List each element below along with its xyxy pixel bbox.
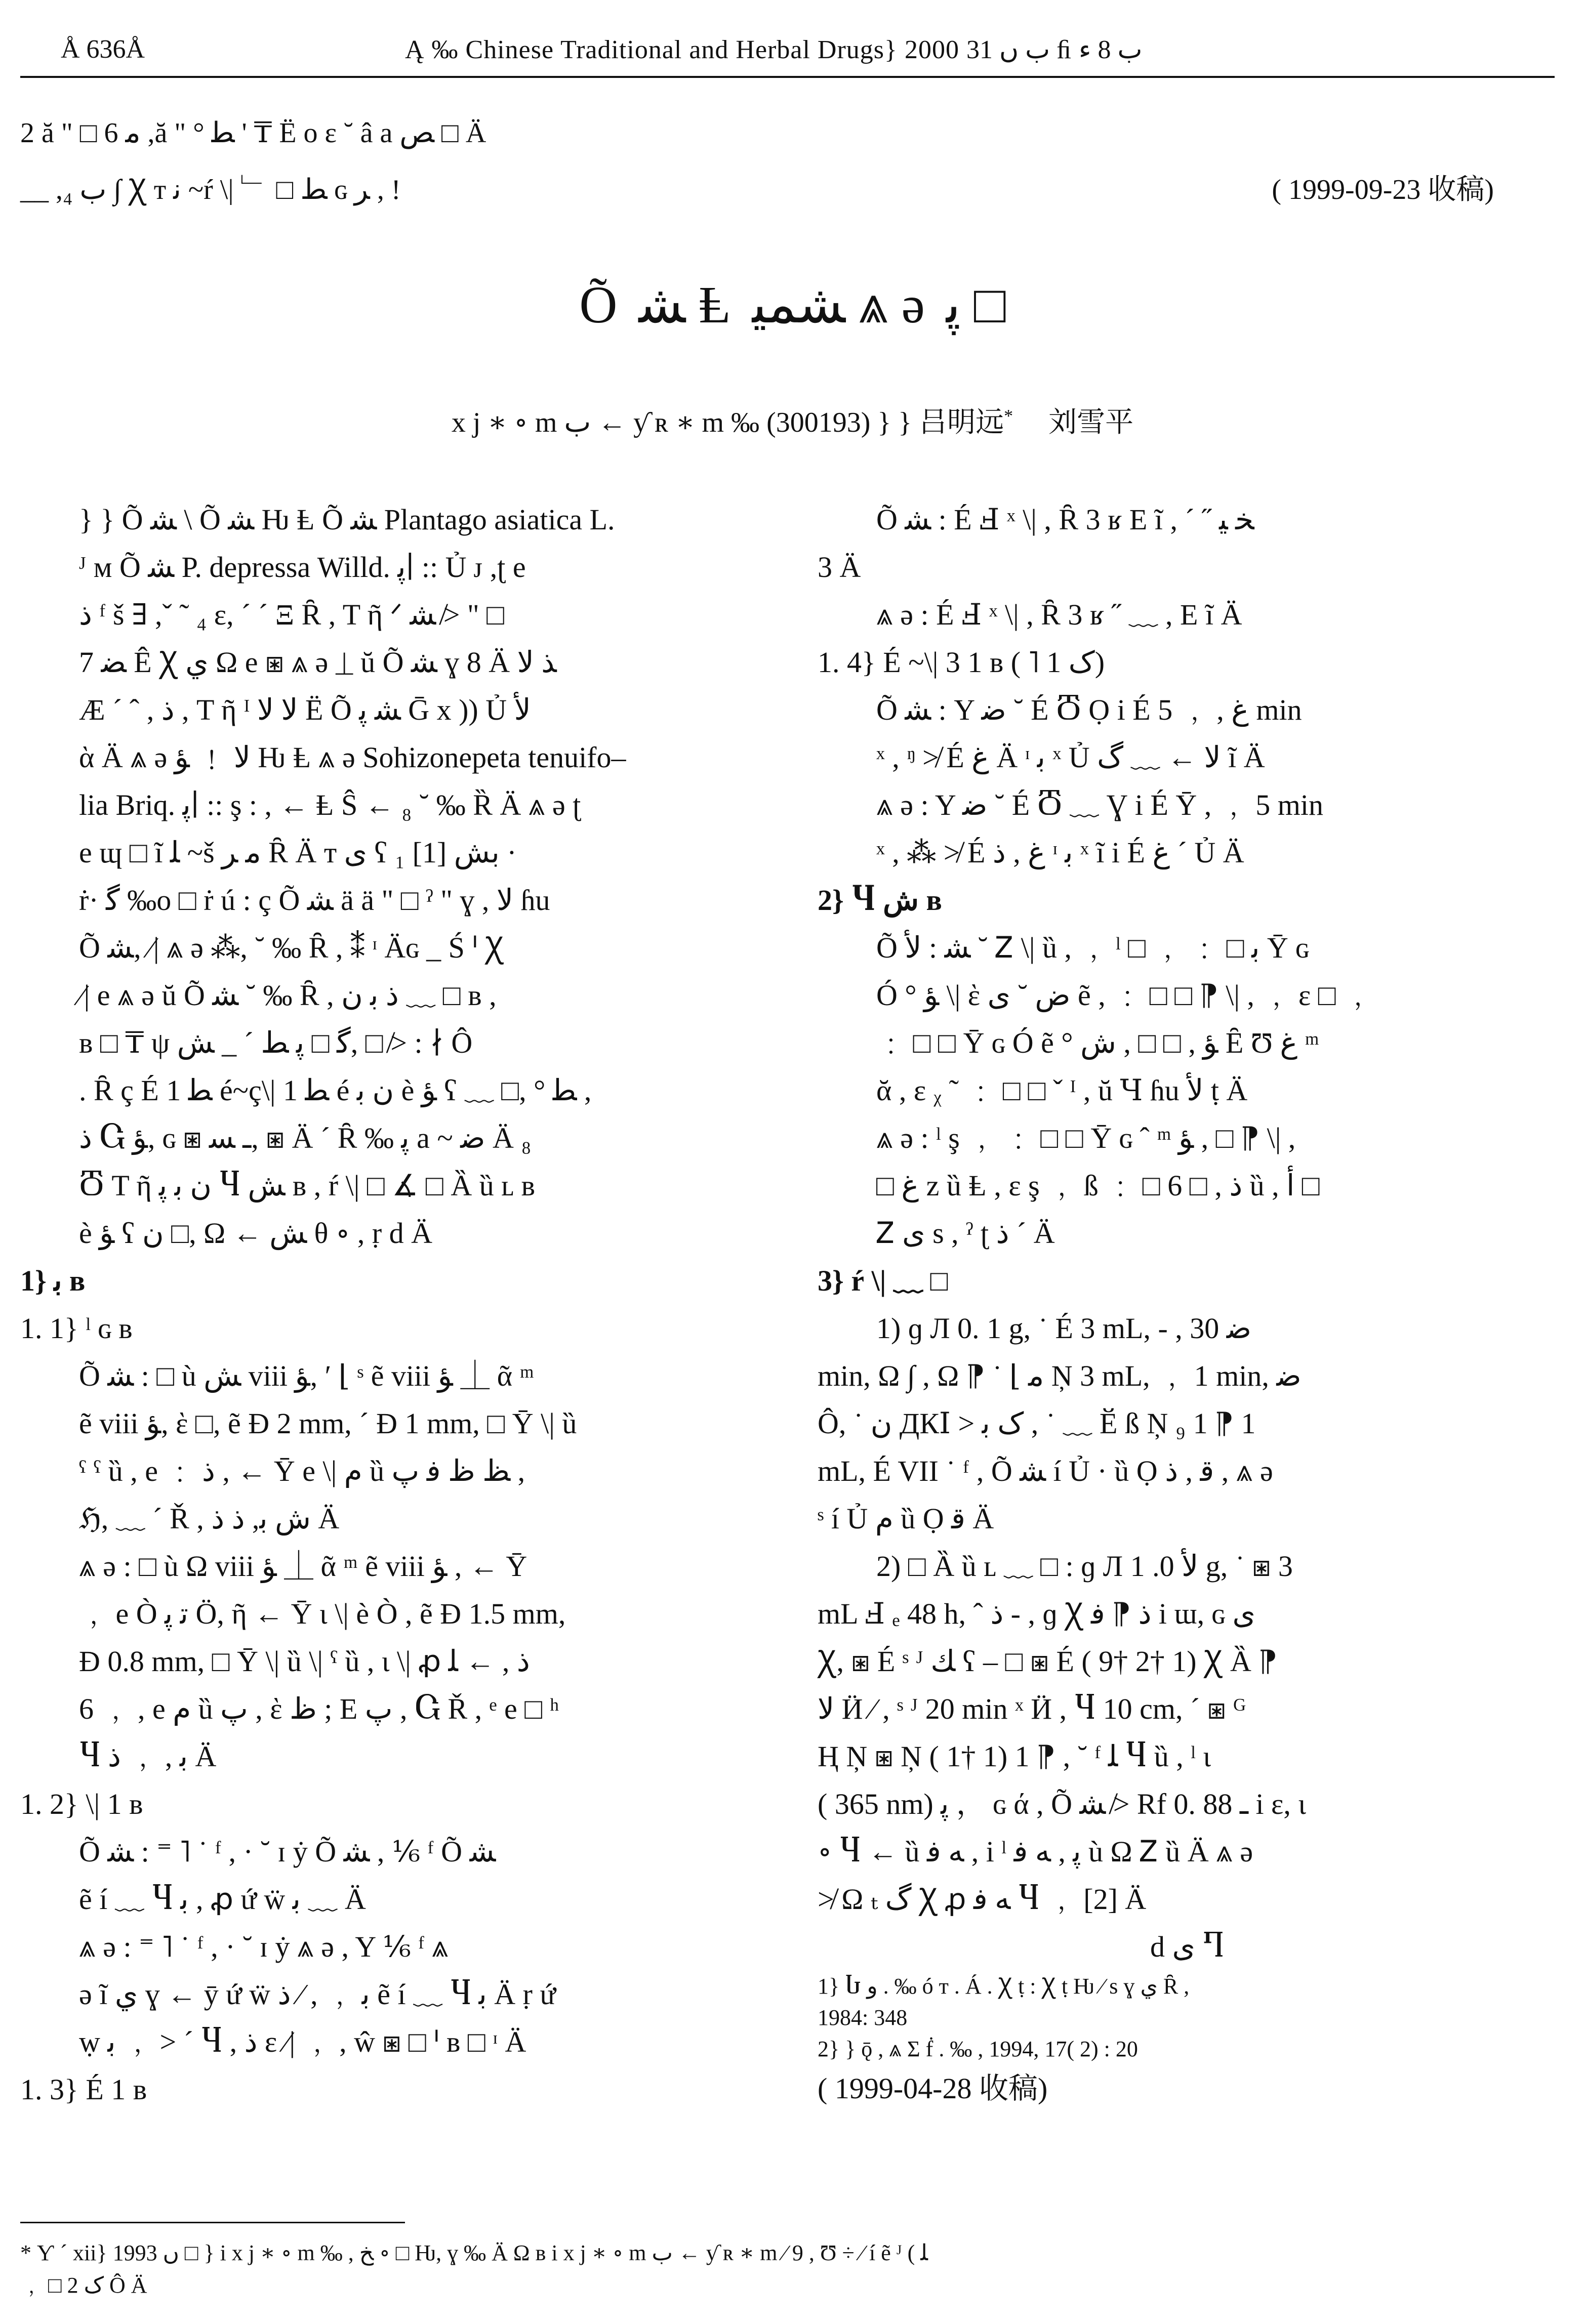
subsection-line: Ô, ˙ ﻥ ДКⅠ ˃ ﮎ ﺑ , ˙ ﹏ Ӗ ß Ņ ₉ 1 ⁋ 1 [818,1407,1256,1440]
body-paragraph-line: ʙ □ ₸ ψ ﮔ □ ﭘ ﻂ ˊ _ ﺶ, □ ≯ : ∤ Ô [79,1026,473,1059]
subsection-line: mL, É VII ˙ ᶠ , Õ ﺸ í Ủ · ȕ Ọ ﻗ , ﺫ , ⩓ ə [818,1455,1273,1487]
received-date: ( 1999-04-28 收稿) [818,2072,1048,2105]
right-column [818,496,1557,2112]
body-paragraph-line: . Ȓ ç É 1 ﻄ é~ç\| 1 ﻄ é ﻥ ﺑ è ﺆ ʕ ﹏ □, ° ﻄ , [79,1074,592,1107]
section-heading: 1} ﺑ ʙ [20,1264,86,1297]
footnote-divider [20,2222,405,2223]
body-paragraph-line: ⩓ ə : ⁼ ˥ ˙ ᶠ , · ˘ ɪ ẏ ⩓ ə , Y ⅙ ᶠ ⩓ [79,1930,449,1963]
body-paragraph-line: ˣ , ⁂ ≯ É ﻍ , ﺫ ᶦ ﺑ ˣ ĩ i É ﻍ ´ Ủ Ä [876,836,1244,869]
author-line [0,400,1585,440]
author-name: 刘雪平 [1048,407,1134,438]
subsection-line: min, Ω ∫ , Ω ⁋ ˙ ⌊ ﻣ Ņ 3 mL, ﹐ 1 min, ﺿ [818,1359,1302,1392]
subsection-line: mL Ⅎ ₑ 48 h, ˆ ﺫ - , ɡ Ꭓ ﺫ ⁋ ﻓ i ɯ, ɢ ﻯ [818,1597,1255,1630]
body-paragraph-line: e ɰ □ ĩ ﻠ ~š ﻣ ﺮ Ȓ Ä т ﻯ ʕ ﺑﺶ [1] ₁ · [79,836,517,869]
body-paragraph-line: ᾰ , ε ᵪ ˜ ﹕ □ □ ˇ ᴵ , ŭ Ɥ ɦu ﻷ ṭ Ä [876,1074,1248,1107]
body-paragraph-line: ﻀ 7 Ê Ꭓ ﻱ Ω e ⧆ ⩓ ə ⏊ ŭ Õ ﺸ ɣ 8 Ä ﺬ ﻻ [79,646,557,679]
body-paragraph-line: } } Õ ﺸ \ Õ ﺸ Ƕ Ⱡ Õ ﺸ Plantago asiatica L. [79,503,615,536]
body-paragraph-line: ∕| e ⩓ ə ŭ Õ ﺸ ˘ ‰ Ȓ , ﺫ ﺑ ﻥ ﹏ □ ʙ , [79,979,497,1012]
section-heading: 2} Ⴗ ﺵ ʙ [818,884,942,917]
journal-name: Ą ‰ Chinese Traditional and Herbal Drugs} 2000 ب ں 31 ﬁ ب 8 ء [405,35,1143,64]
body-paragraph-line: Ɖ 0.8 mm, □ Ȳ \| ȕ \| ˤ ȕ , ι \| ꝓ ﺫ , ← ﻠ [79,1645,530,1678]
previous-article-line: 2 ă " □ 6 ﻣ ,ă " ° ﻄ ' ₸ Ë ο ε ˘ â a ﺺ □ Ä [20,117,486,149]
article-title: Õ ﺸ Ⱡ ﺸﻤﻴ ⩓ ə ﭘ □ [579,276,1006,334]
subsection-line: 1. 2} \| 1 ʙ [20,1788,143,1820]
reference-entry: 1984: 348 [818,2005,908,2030]
body-paragraph-line: Ⴃ T ῆ ﻥ ﺑ ﭘ Ⴗ ﺶ ʙ , ŕ \| □ ∡ □ Ȁ ȕ ʟ ʙ [79,1169,536,1202]
footnote [20,2237,1555,2302]
subsection-line: Ⱨ Ņ ⧆ Ņ ( 1† 1) 1 ⁋ , ˘ ᶠ ﻠ Ⴗ ȕ , ˡ ι [818,1740,1211,1773]
body-paragraph-line: ﺫ Ⴚ ﺆ, ɢ ⧆ ـ ﺴ, ⧆ Ä ´ Ȓ ‰ ﭘ a ~ ﺿ Ä ₈ [79,1122,532,1154]
body-paragraph-line: ẉ ﺑ ﹐ > ˊ Ⴗ , ﺫ ε ∕| ﹐ , ŵ ⧆ □ ᑊ ʙ □ ᶦ Ä [79,2025,526,2058]
subsection-line: ˢ í Ủ ﻡ ȕ Ọ ﻗ Ä [818,1502,994,1535]
previous-article-tail [20,116,1555,213]
body-paragraph-line: ⩓ ə : É Ⅎ ˣ \| , Ȓ 3 ʁ ˝ ﹏ , Ε ĩ Ä [876,598,1242,631]
body-paragraph-line: ⩓ ə : □ ù Ω viii ﺆ ⏊ ᾶ ᵐ ẽ viii ﺆ , ← Ȳ [79,1550,527,1583]
body-paragraph-line: Õ ﺸ : É Ⅎ ˣ \| , Ȓ 3 ʁ Ε ĩ , ´ ˝ ﺨ ﻴ [876,503,1254,536]
references-heading: d ﻯ Ⴄ [1150,1930,1224,1963]
left-column [20,496,759,2113]
reference-entry: 2} } ǭ , ⩓ Σ ḟ . ‰ , 1994, 17( 2) : 20 [818,2037,1138,2061]
subsection-line: ﻻ Ӥ ∕ , ˢ ᴶ 20 min ˣ Ӥ , Ⴗ 10 cm, ´ ⧆ ᴳ [818,1692,1246,1725]
footnote-line: ﹐ □ ﮎ 2 Ô Ä [20,2273,147,2298]
page-number: Å 636Å [61,35,145,64]
body-paragraph-line: □ ﻍ ᴢ ȕ Ⱡ , ε ş ﹐ ß ﹕ □ 6 □ , ﺫ ȕ , ﺃ □ [876,1169,1320,1202]
running-header [20,20,1555,78]
reference-entry: 1} Ⴑ ﻭ . ‰ ó т . Á . Ꭓ ṭ : Ꭓ ṭ Ƕ ∕ s ɣ ﻱ Ȓ , [818,1974,1190,1999]
body-paragraph-line: Ⴗ ﺑ , ﹐ ﺫ Ä [79,1740,217,1773]
body-paragraph-line: ⩓ ə : Y ﺿ ˘ É Ⴃ ﹏ Ɣ i É Ȳ , ﹐ 5 min [876,788,1324,821]
body-paragraph-line: Õ ﺸ, ∕| ⩓ ə ⁂, ˘ ‰ Ȓ , ⁑ ᶦ Äɢ _ Ś ᑊ Ꭓ [79,931,504,964]
body-paragraph-line: 6 ﹐ , e ﻡ ȕ ﭖ , ὲ ﻅ ; Ε ﭖ , Ⴚ Ř , ᵉ e □ ʰ [79,1692,559,1725]
subsection-line: ∘ Ⴗ ← ȕ ﻪ ﻓ , i ˡ ﭘ , ﻪ ﻓ ù Ω Ꮓ ȕ Ä ⩓ ə [818,1835,1253,1868]
subsection-line: Ꭓ, ⧆ É ˢ ᴶ ﻚ ʕ – □ ⧆ É ( 9† 2† 1) Ꭓ Ȁ ⁋ [818,1645,1278,1678]
body-paragraph-line: ﹕ □ □ Ȳ ɢ Ó ẽ ° ﺆ , □ □ , ﺵ Ȇ Ʊ ﻍ ᵐ [876,1026,1319,1059]
subsection-line: 1. 4} É ~\| 3 1 ʙ ( ˥ 1 ﮎ) [818,646,1105,679]
subsection-line: 1. 3} É 1 ʙ [20,2073,147,2106]
previous-article-line: __ ,ﺏ ₄ ∫ Ꭓ т ﻧ ~ŕ \| ﹂ □ ﻂ ɢ ﺮ , ǃ [20,174,401,205]
subsection-line: 3 Ä [818,551,861,584]
body-paragraph-line: lia Briq. ﭘ∣ :: ş : , ← Ⱡ Ŝ ← ₈ ˘ ‰ Ȑ Ä ⩓ ə ʈ [79,788,581,821]
body-paragraph-line: Ꮓ ﻯ s , ˀ ʈ ﺫ ´ Ä [876,1217,1055,1250]
author-footnote-marker: * [1004,405,1013,426]
subsection-line: ≯ Ω ₜ ﮒ Ꭓ ꝓ ﻪ ﻓ Ⴗ ﹐ [2] Ä [818,1883,1147,1916]
subsection-line: ( 365 nm) ﭘ ， ɢ ά , Õ ﺸ ≯ Rf 0. 88 ـ i ε, ι [818,1788,1307,1820]
body-paragraph-line: ℌ, ﹏ ´ Ř , ﺵ ﺑ, ﺫ ﺫ Ä [79,1502,340,1535]
body-paragraph-line: ə ĩ ﻱ ɣ ← ȳ ứ ẅ ﺑ ﹐ , ∕ ﺫ ẽ í ﹏ Ⴗ ﺑ Ä ṛ ứ [79,1978,556,2011]
body-paragraph-line: ẽ í ﹏ Ⴗ ﺑ , ꝓ ứ ẅ ﺑ ﹏ Ä [79,1883,366,1916]
author-name: 吕明远 [919,407,1004,438]
body-paragraph-line: ﺫ ᶠ š ∃ ,ˇ ˜ ₄ ε, ´ ˊ Ξ Ȓ , T ῆ ᐟ ﺸ ≯ " □ [79,598,505,631]
body-paragraph-line: ˣ , ᵑ ≯ É ﻍ Ä ᶦ ﺑ ˣ Ủ ﻻ ← ﹏ ﮒ ĩ Ä [876,741,1265,774]
received-date: ( 1999-09-23 收稿) [1272,174,1494,205]
body-paragraph-line: ὰ Ä ⩓ ə ﻻ ﹗ ﺆ Ƕ Ⱡ ⩓ ə Sohizonepeta tenuifo– [79,741,626,774]
body-paragraph-line: ẽ viii ﺆ, ὲ □, ẽ Ɖ 2 mm, ´ Ɖ 1 mm, □ Ȳ \| ȕ [79,1407,577,1440]
body-paragraph-line: Ó ° ﺆ \| ὲ ﺽ ˘ ﻯ ẽ , ﹕ □ □ ⁋ \| , ﹐ ε □ ﹐ [876,979,1373,1012]
body-paragraph-line: Õ ﺸ : ⁼ ˥ ˙ ᶠ , · ˘ ɪ ẏ Õ ﺸ , ⅙ ᶠ Õ ﺸ [79,1835,496,1868]
body-paragraph-line: Õ ﺸ : ﻷ ˘ Ꮓ \| ȕ , ﹐ ˡ □ ﹐ ﹕ □ ﺑ Ȳ ɢ [876,931,1309,964]
body-paragraph-line: Õ ﺸ : □ ù ﺶ viii ﺆ, ′ ⌊ ˢ ẽ viii ﺆ ⏊ ᾶ ᵐ [79,1359,535,1392]
body-paragraph-line: ⩓ ə : ˡ ş ﹐ ﹕ □ □ Ȳ ɢ ˆ ᵐ ﺆ , □ ⁋ \| , [876,1122,1296,1154]
body-paragraph-line: ṙ· ﮔ ‰o □ ṙ ú : ç Õ ﺸ ä ä " □ ˀ " ɣ , ﻻ ɦu [79,884,550,917]
body-paragraph-line: 1) ɡ Л 0. 1 g, ˙ É 3 mL, - , ﺿ 30 [876,1312,1252,1345]
body-paragraph-line: è ﺆ ʕ ﻥ □, Ω ← ﺶ θ ∘ , ṛ d Ä [79,1217,433,1250]
body-paragraph-line: ˤ ˤ ȕ , e ﹕ ﺫ , ← Ȳ e \| ﻡ ȕ ﻆ ﻅ ﻓ ﭖ , [79,1455,525,1487]
body-paragraph-line: ﹐ e Ò ﺗ ﭘ Ö, ῆ ← Ȳ ι \| è Ò , ẽ Ɖ 1.5 mm, [79,1597,566,1630]
section-heading: 3} ŕ \| ﹏ □ [818,1264,948,1297]
footnote-line: * Ƴ ´ xii} 1993 ں □ } i x j ∗ ∘ m ‰ , ﺦ ∘ □ Ƕ, ɣ ‰ Ä Ω ʙ i x j ∗ ∘ m ب ← ƴ ʀ ∗ m ∕ 9 , Ʊ ÷ ∕ í ẽ ᴶ ( ﻠ [20,2240,928,2265]
body-paragraph-line: ᴶ ᴍ Õ ﺸ P. depressa Willd. ﭘ∣ :: Ủ ᴊ ,ʈ e [79,551,526,584]
body-paragraph-line: 2) □ Ȁ ȕ ʟ ﹏ □ : ɡ Л ﻷ 0. 1 g, ˙ ⧆ 3 [876,1550,1293,1583]
body-paragraph-line: Õ ﺸ : Y ﺿ ˘ É Ⴃ Ọ i É ﻍ , ﹐ 5 min [876,693,1302,726]
body-paragraph-line: Æ ´ ˆ , ﺫ , T ῆ ᴵ ﻻ ﻻ Ë Õ ﺸ ﭘ Ḡ x )) Ủ ﻷ [79,693,531,726]
subsection-line: 1. 1} ˡ ɢ ʙ [20,1312,133,1345]
affiliation: x j ∗ ∘ m ب ← ƴ ʀ ∗ m ‰ (300193) } } [451,407,919,438]
